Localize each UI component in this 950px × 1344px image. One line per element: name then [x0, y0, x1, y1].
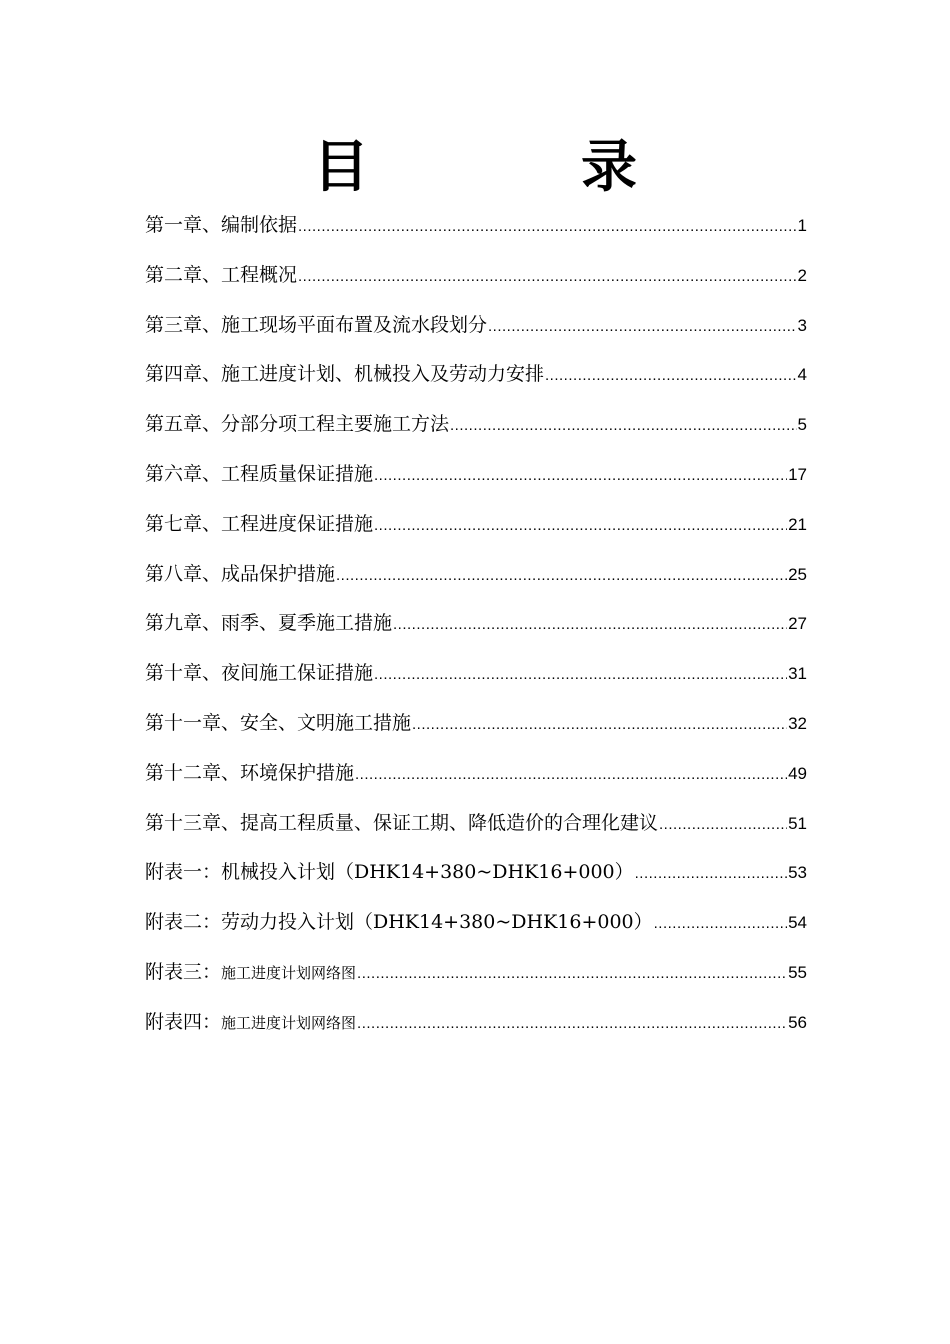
toc-dot-leader [374, 506, 787, 546]
toc-entry-label: 第二章、工程概况 [145, 263, 298, 286]
toc-entry[interactable] [145, 255, 807, 305]
toc-entry-page: 17 [788, 464, 807, 484]
toc-entry-page: 32 [788, 713, 807, 733]
toc-entry-page: 21 [788, 514, 807, 534]
toc-entry[interactable] [145, 1002, 807, 1052]
toc-entry-label: 第三章、施工现场平面布置及流水段划分 [145, 313, 488, 336]
toc-entry-label: 第十二章、环境保护措施 [145, 761, 355, 784]
toc-list [145, 205, 807, 1052]
toc-dot-leader [355, 755, 787, 795]
toc-entry-page: 2 [797, 265, 807, 285]
toc-entry-page: 27 [788, 614, 807, 634]
toc-entry[interactable] [145, 803, 807, 853]
toc-entry-page: 55 [788, 962, 807, 982]
toc-entry-page: 4 [797, 365, 807, 385]
toc-entry[interactable] [145, 404, 807, 454]
toc-dot-leader [374, 655, 787, 695]
toc-entry-page: 56 [788, 1012, 807, 1032]
toc-entry-label: 第十三章、提高工程质量、保证工期、降低造价的合理化建议 [145, 811, 659, 834]
toc-entry-label: 第五章、分部分项工程主要施工方法 [145, 413, 450, 436]
toc-dot-leader [336, 556, 787, 596]
toc-entry[interactable] [145, 753, 807, 803]
toc-dot-leader [635, 854, 787, 894]
toc-entry[interactable] [145, 454, 807, 504]
toc-entry-prefix: 附表三： [145, 960, 222, 983]
toc-title: 目 录 [313, 135, 715, 200]
toc-entry[interactable] [145, 554, 807, 604]
toc-dot-leader [374, 456, 787, 496]
toc-entry-page: 25 [788, 564, 807, 584]
toc-dot-leader [654, 904, 787, 944]
toc-entry-page: 54 [788, 913, 807, 933]
toc-entry-page: 3 [797, 315, 807, 335]
toc-dot-leader [545, 356, 797, 396]
toc-entry-label: 第七章、工程进度保证措施 [145, 512, 374, 535]
toc-entry-page: 31 [788, 664, 807, 684]
toc-entry-label: 第六章、工程质量保证措施 [145, 462, 374, 485]
toc-entry-page: 51 [788, 813, 807, 833]
toc-dot-leader [393, 605, 787, 645]
toc-entry-label: 第四章、施工进度计划、机械投入及劳动力安排 [145, 363, 545, 386]
toc-entry[interactable] [145, 354, 807, 404]
toc-entry[interactable] [145, 205, 807, 255]
toc-entry[interactable] [145, 305, 807, 355]
toc-entry-title: 施工进度计划网络图 [221, 1013, 357, 1032]
toc-dot-leader [357, 1004, 787, 1044]
toc-entry[interactable] [145, 703, 807, 753]
toc-entry[interactable] [145, 902, 807, 952]
toc-entry-page: 53 [788, 863, 807, 883]
toc-dot-leader [450, 406, 797, 446]
toc-dot-leader [659, 805, 787, 845]
toc-entry[interactable] [145, 603, 807, 653]
toc-entry-label: 第八章、成品保护措施 [145, 562, 336, 585]
toc-entry-label: 第十章、夜间施工保证措施 [145, 662, 374, 685]
toc-entry-title: 施工进度计划网络图 [221, 963, 357, 982]
toc-dot-leader [298, 207, 797, 247]
toc-entry-page: 5 [797, 415, 807, 435]
toc-entry-page: 1 [797, 216, 807, 235]
toc-entry[interactable] [145, 952, 807, 1002]
toc-dot-leader [412, 705, 787, 745]
toc-dot-leader [298, 257, 797, 297]
toc-entry-page: 49 [788, 763, 807, 783]
toc-entry[interactable] [145, 852, 807, 902]
toc-entry-label: 第十一章、安全、文明施工措施 [145, 711, 412, 734]
toc-entry-label [145, 1002, 356, 1043]
toc-entry-label: 第九章、雨季、夏季施工措施 [145, 612, 393, 635]
toc-entry-label: 附表一：机械投入计划（DHK14+380~DHK16+000） [145, 861, 634, 884]
toc-dot-leader [488, 307, 797, 347]
toc-entry-label: 附表二：劳动力投入计划（DHK14+380~DHK16+000） [145, 911, 653, 934]
toc-entry-prefix: 附表四： [145, 1010, 222, 1033]
toc-dot-leader [357, 954, 787, 994]
toc-entry-label [145, 952, 356, 993]
toc-entry-label: 第一章、编制依据 [145, 214, 298, 236]
toc-entry[interactable] [145, 504, 807, 554]
toc-entry[interactable] [145, 653, 807, 703]
